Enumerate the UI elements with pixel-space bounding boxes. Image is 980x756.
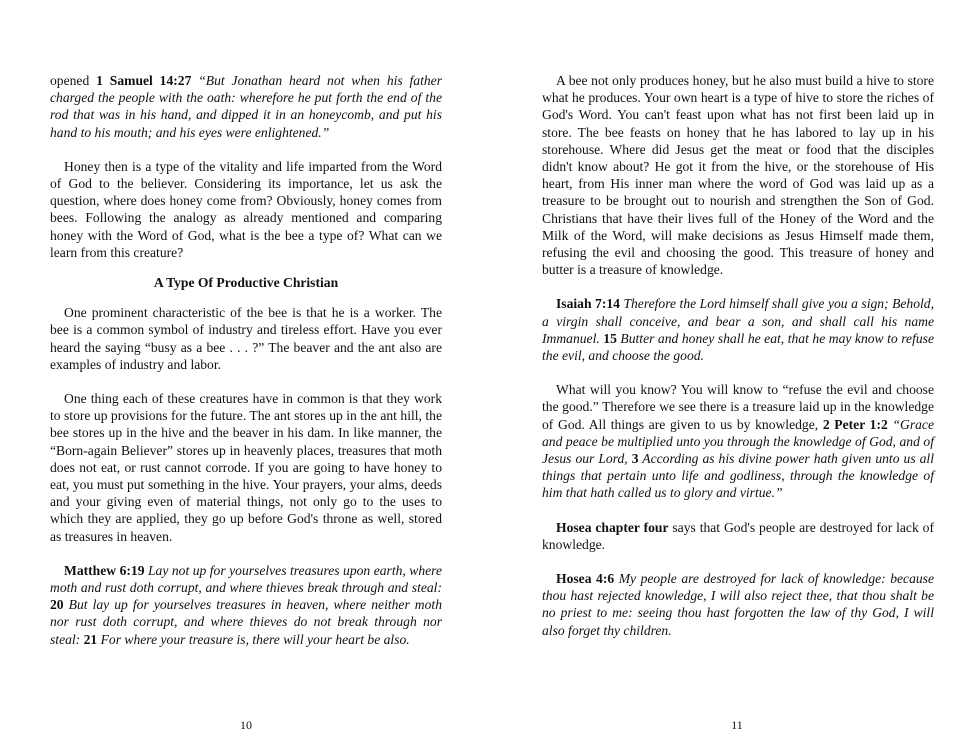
scripture-quote: Butter and honey shall he eat, that he may know to refuse the evil, and choose the good. [542, 330, 934, 364]
scripture-reference: Hosea 4:6 [556, 571, 615, 587]
scripture-reference: Matthew 6:19 [64, 562, 145, 578]
scripture-quote: According as his divine power hath given unto us all things that pertain unto life and godliness, through the knowledge of him that hath called us to glory and virtue.” [542, 451, 934, 501]
verse-number: 15 [603, 330, 617, 346]
scripture-quote: But lay up for yourselves treasures in heaven, where neither moth nor rust doth corrupt, and where thieves do not break through nor steal: [50, 597, 442, 647]
scripture-reference: Hosea chapter four [556, 519, 669, 535]
paragraph-honey-type: Honey then is a type of the vitality and life imparted from the Word of God to the believer. Considering its importance, let us ask the question, where does honey come from? Obviously, honey comes from bees. Following the analogy as already mentioned and comparing honey with the Word of God, what is the bee a type of? What can we learn from this creature? [50, 158, 442, 260]
paragraph-hosea-quote [542, 570, 934, 639]
text-lead: opened [50, 73, 97, 88]
page-number: 10 [240, 718, 252, 732]
paragraph-matthew-quote [50, 562, 442, 648]
verse-number: 3 [631, 451, 639, 467]
left-page [50, 72, 442, 648]
scripture-quote: Therefore the Lord himself shall give you a sign; Behold, a virgin shall conceive, and bear a son, and shall call his name Immanuel. [542, 296, 934, 346]
paragraph-knowledge [542, 381, 934, 501]
scripture-quote: Lay not up for yourselves treasures upon earth, where moth and rust doth corrupt, and where thieves break through and steal: [50, 562, 442, 596]
section-heading: A Type Of Productive Christian [153, 275, 339, 291]
paragraph-isaiah-quote [542, 295, 934, 364]
paragraph-store-provisions: One thing each of these creatures have in common is that they work to store up provisions for the future. The ant stores up in the ant hill, the bee stores up in the hive and the beaver in his dam. In like manner, the “Born-again Believer” stores up in heavenly places, treasures that moth does not eat, or rust cannot corrode. If you are going to have honey to eat, you must put something in the hive. Your prayers, your alms, deeds and your giving even of material things, not only go to the uses to which they are applied, they go up before God's throne as well, stored as treasures in heaven. [50, 391, 442, 544]
paragraph-hosea-chapter [542, 519, 934, 553]
scripture-reference: 1 Samuel 14:27 [96, 73, 192, 88]
scripture-quote: “But Jonathan heard not when his father charged the people with the oath: wherefore he put forth the end of the rod that was in his hand, and dipped it in an honeycomb, and put his hand to his mouth; and his eyes were enlightened.” [50, 73, 443, 140]
scripture-reference: Isaiah 7:14 [556, 296, 620, 312]
scripture-quote: For where your treasure is, there will your heart be also. [97, 631, 410, 647]
scripture-quote: “Grace and peace be multiplied unto you through the knowledge of God, and of Jesus our Lord, [542, 416, 934, 467]
scripture-reference: 2 Peter 1:2 [822, 416, 888, 432]
verse-number: 20 [50, 597, 64, 613]
verse-number: 21 [83, 631, 98, 647]
page-number: 11 [731, 718, 743, 732]
paragraph-bee-worker: One prominent characteristic of the bee is that he is a worker. The bee is a common symbol of industry and tireless effort. Have you ever heard the saying “busy as a bee . . . ?” The beaver and the ant also are examples of industry and labor. [50, 305, 442, 372]
paragraph-bee-hive: A bee not only produces honey, but he also must build a hive to store what he produces. Your own heart is a type of hive to store the riches of God's Word. You can't feast upon what has not first been laid up in store. The bee feasts on honey that he has labored to lay up in his storehouse. Where did Jesus get the meat or food that the disciples didn't know about? He got it from the hive, or the storehouse of His heart, from His inner man where the word of God was laid up as a treasure to be brought out to nourish and strengthen the Son of God. Christians that have their lives full of the Honey of the Word and the Milk of the Word, will make decisions as Jesus Himself made them, refusing the evil and choosing the good. This treasure of honey and butter is a treasure of knowledge. [542, 73, 934, 278]
paragraph-samuel-quote [50, 72, 442, 141]
scripture-quote: My people are destroyed for lack of knowledge: because thou hast rejected knowledge, I will also reject thee, that thou shalt be no priest to me: seeing thou hast forgotten the law of thy God, I will also forget thy children. [542, 571, 935, 638]
right-page [542, 72, 934, 639]
paragraph-text: What will you know? You will know to “refuse the evil and choose the good.” Therefore we see there is a treasure laid up in the knowledge of God. All things are given to us by knowledge, [542, 382, 934, 432]
paragraph-text: says that God's people are destroyed for lack of knowledge. [542, 519, 934, 552]
